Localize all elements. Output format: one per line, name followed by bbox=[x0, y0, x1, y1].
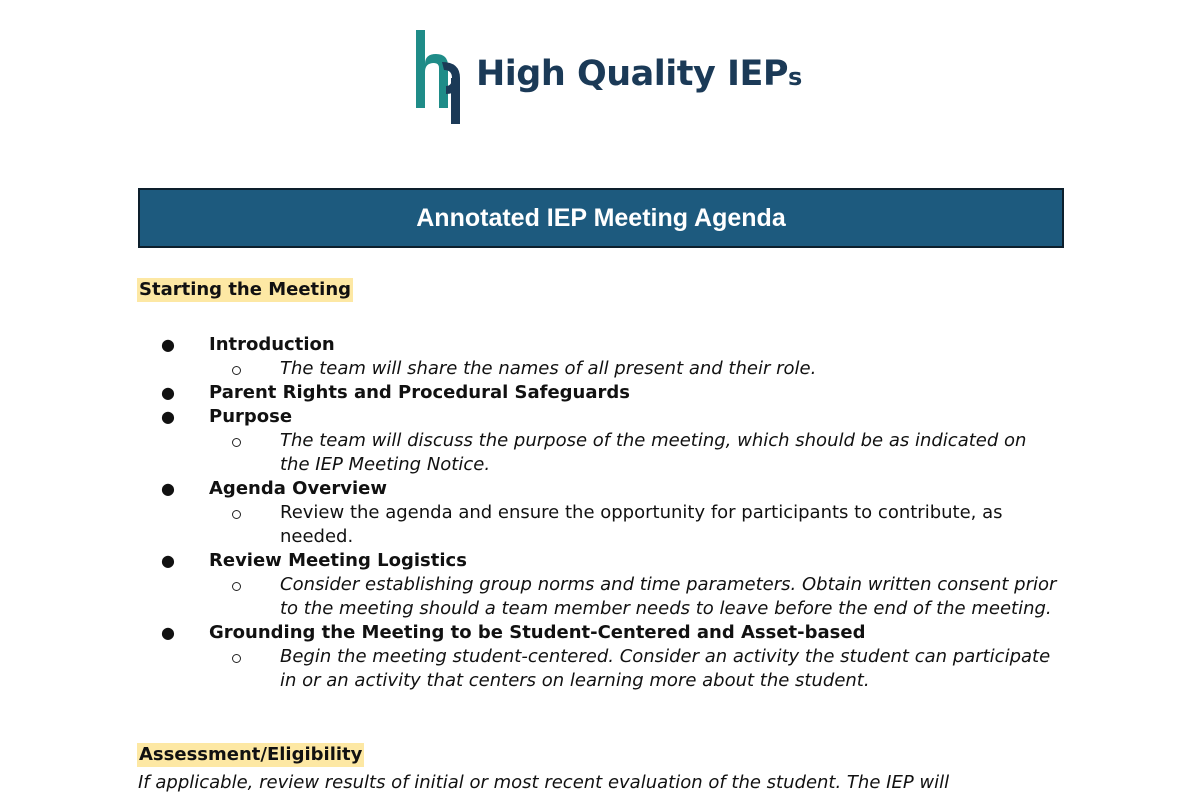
agenda-list bbox=[0, 333, 1200, 693]
logo-wordmark: High Quality IEPs bbox=[476, 54, 802, 94]
hollow-bullet-icon bbox=[232, 366, 241, 375]
agenda-subitem bbox=[0, 357, 1200, 381]
agenda-item-label: Parent Rights and Procedural Safeguards bbox=[209, 382, 630, 403]
agenda-subitem bbox=[0, 573, 1200, 621]
agenda-item bbox=[0, 477, 1200, 501]
hollow-bullet-icon bbox=[232, 438, 241, 447]
hollow-bullet-icon bbox=[232, 510, 241, 519]
hollow-bullet-icon bbox=[232, 654, 241, 663]
agenda-subitem-text: The team will discuss the purpose of the meeting, which should be as indicated on the IEP Meeting Notice. bbox=[280, 430, 1027, 475]
agenda-item-label: Review Meeting Logistics bbox=[209, 550, 467, 571]
title-banner bbox=[138, 188, 1064, 248]
agenda-item-label: Grounding the Meeting to be Student-Centered and Asset-based bbox=[209, 622, 866, 643]
agenda-item bbox=[0, 333, 1200, 357]
bullet-icon: ● bbox=[161, 623, 175, 642]
bullet-icon: ● bbox=[161, 479, 175, 498]
agenda-item bbox=[0, 381, 1200, 405]
page-title: Annotated IEP Meeting Agenda bbox=[416, 203, 786, 232]
agenda-subitem bbox=[0, 429, 1200, 477]
hq-logo-icon bbox=[414, 26, 464, 126]
agenda-item-label: Purpose bbox=[209, 406, 293, 427]
agenda-item-label: Agenda Overview bbox=[209, 478, 387, 499]
logo bbox=[414, 24, 802, 128]
agenda-item bbox=[0, 621, 1200, 645]
bullet-icon: ● bbox=[161, 551, 175, 570]
agenda-item bbox=[0, 405, 1200, 429]
section-heading-starting: Starting the Meeting bbox=[139, 279, 352, 300]
bullet-icon: ● bbox=[161, 383, 175, 402]
agenda-subitem-text: Consider establishing group norms and time parameters. Obtain written consent prior to the meeting should a team member needs to leave before the end of the meeting. bbox=[280, 574, 1057, 619]
agenda-subitem-text: The team will share the names of all present and their role. bbox=[280, 358, 817, 379]
assessment-text: If applicable, review results of initial or most recent evaluation of the student. The IEP will bbox=[138, 772, 950, 793]
section-heading-assessment: Assessment/Eligibility bbox=[139, 744, 363, 765]
hollow-bullet-icon bbox=[232, 582, 241, 591]
bullet-icon: ● bbox=[161, 407, 175, 426]
agenda-subitem-text: Review the agenda and ensure the opportunity for participants to contribute, as needed. bbox=[280, 502, 1003, 547]
agenda-item bbox=[0, 549, 1200, 573]
bullet-icon: ● bbox=[161, 335, 175, 354]
agenda-item-label: Introduction bbox=[209, 334, 335, 355]
agenda-subitem bbox=[0, 501, 1200, 549]
agenda-subitem-text: Begin the meeting student-centered. Consider an activity the student can participate in or an activity that centers on learning more about the student. bbox=[280, 646, 1051, 691]
agenda-subitem bbox=[0, 645, 1200, 693]
